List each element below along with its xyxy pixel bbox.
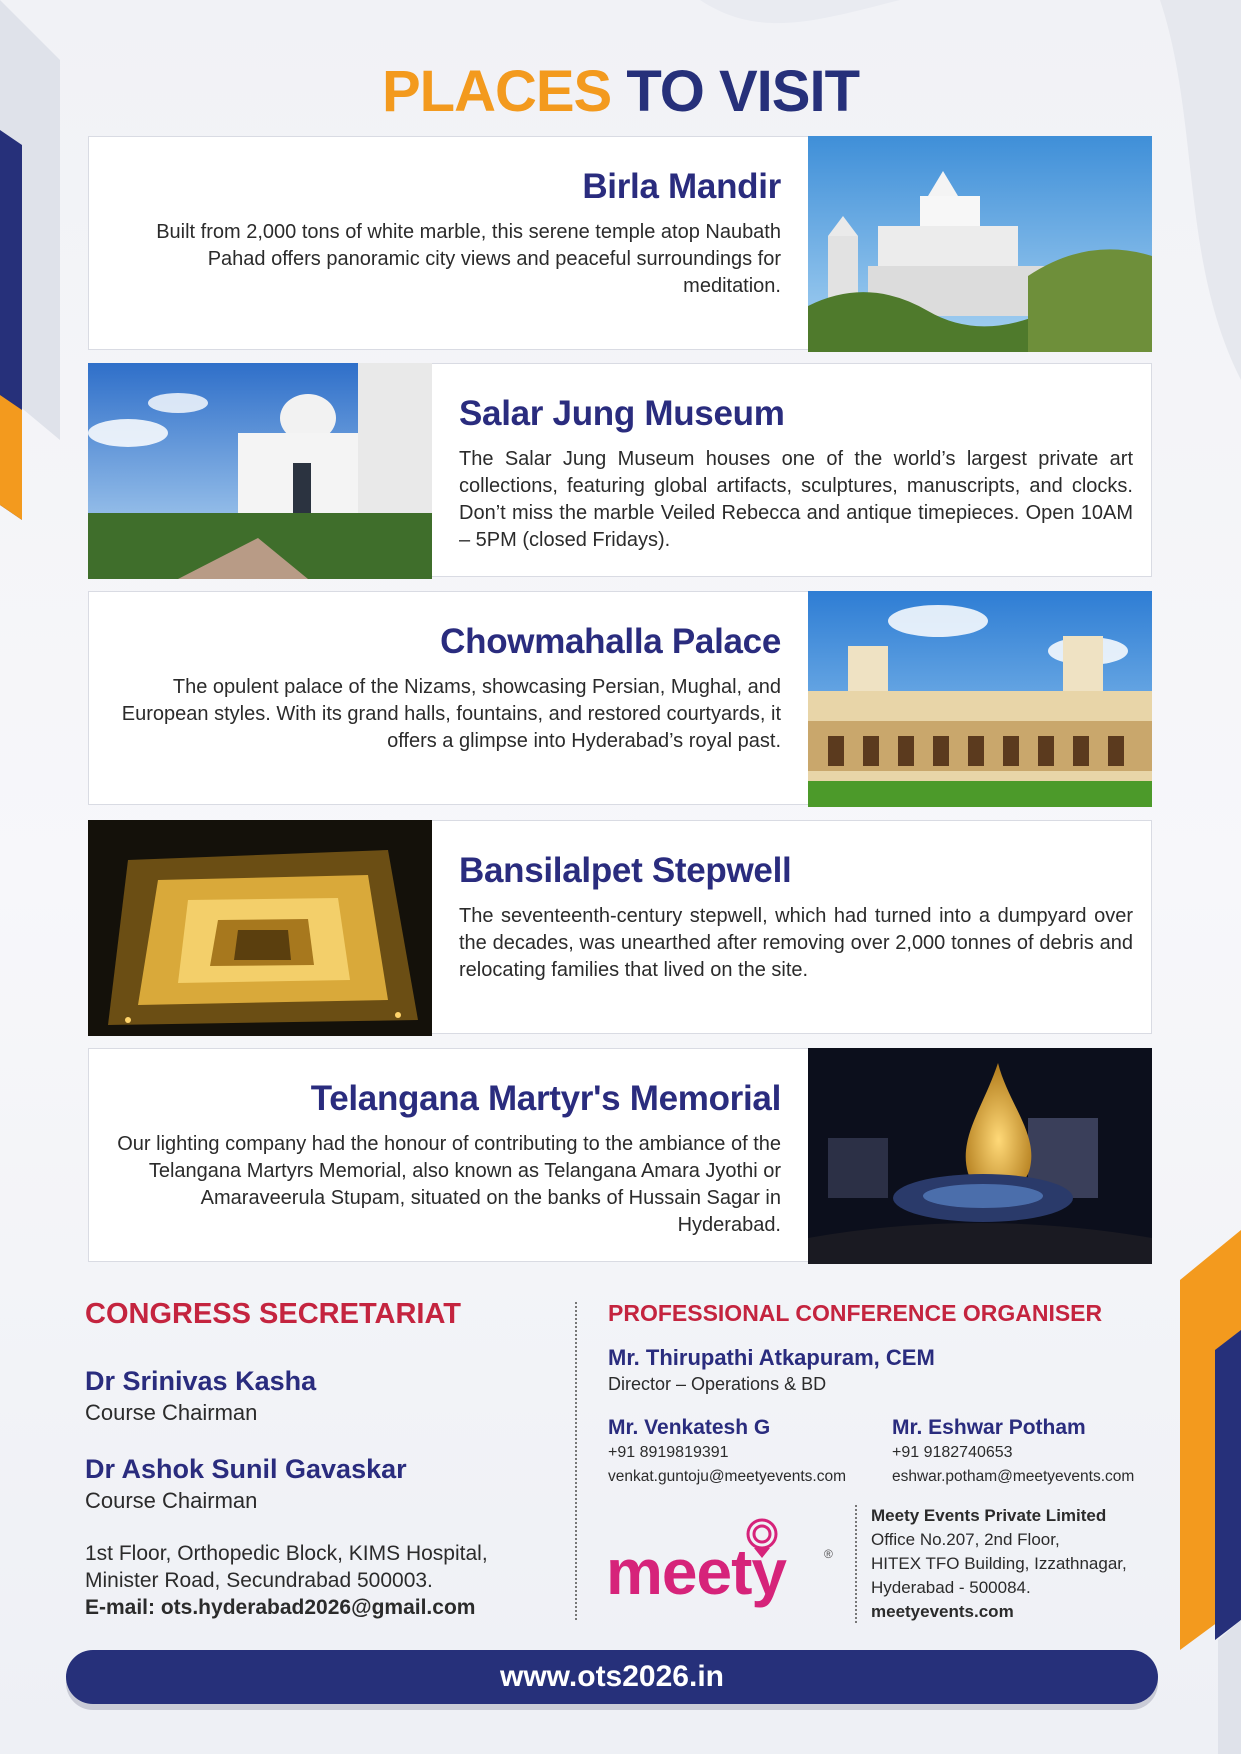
- title-part-orange: PLACES: [381, 59, 612, 124]
- chairman-name-1: Dr Srinivas Kasha: [85, 1366, 317, 1396]
- organiser-lead-name: Mr. Thirupathi Atkapuram, CEM: [608, 1345, 935, 1370]
- place-description: The Salar Jung Museum houses one of the world’s largest private art collections, featuring global artifacts, sculptures, manuscripts, and clocks. Don’t miss the marble Veiled Rebecca and antique timepieces. Open 10AM – 5PM (closed Fridays).: [459, 448, 1133, 551]
- secretariat-address-line2: Minister Road, Secundrabad 500003.: [85, 1569, 433, 1592]
- chairman-role-2: Course Chairman: [85, 1488, 258, 1513]
- place-card-telangana-martyrs-memorial: [88, 1048, 1152, 1262]
- place-name: Salar Jung Museum: [459, 394, 785, 433]
- meety-logo: [606, 1515, 836, 1615]
- organiser-lead-role: Director – Operations & BD: [608, 1374, 827, 1394]
- contact-name-2: Mr. Eshwar Potham: [892, 1416, 1086, 1439]
- organiser-heading: PROFESSIONAL CONFERENCE ORGANISER: [608, 1300, 1103, 1326]
- place-card-salar-jung-museum: [88, 363, 1152, 577]
- telangana-martyrs-memorial-photo: [808, 1048, 1152, 1264]
- place-description: Built from 2,000 tons of white marble, this serene temple atop Naubath Pahad offers panoramic city views and peaceful surroundings for meditation.: [156, 221, 781, 297]
- company-address-line2: HITEX TFO Building, Izzathnagar,: [871, 1554, 1127, 1573]
- place-card-chowmahalla-palace: [88, 591, 1152, 805]
- birla-mandir-photo: [808, 136, 1152, 352]
- section-divider: [575, 1302, 577, 1620]
- place-name: Birla Mandir: [582, 167, 781, 206]
- secretariat-address-line1: 1st Floor, Orthopedic Block, KIMS Hospital,: [85, 1542, 488, 1565]
- chairman-name-2: Dr Ashok Sunil Gavaskar: [85, 1454, 407, 1484]
- chairman-role-1: Course Chairman: [85, 1400, 258, 1425]
- congress-secretariat-heading: CONGRESS SECRETARIAT: [85, 1298, 461, 1330]
- contact-email-2[interactable]: eshwar.potham@meetyevents.com: [892, 1468, 1135, 1485]
- place-name: Bansilalpet Stepwell: [459, 851, 792, 890]
- place-description: Our lighting company had the honour of contributing to the ambiance of the Telangana Martyrs Memorial, also known as Telangana Amara Jyothi or Amaraveerula Stupam, situated on the banks of Hussain Sagar in Hyderabad.: [117, 1133, 781, 1236]
- bansilalpet-stepwell-photo: [88, 820, 432, 1036]
- registered-mark: ®: [824, 1547, 833, 1561]
- contact-phone-1[interactable]: +91 8919819391: [608, 1444, 729, 1461]
- contact-name-1: Mr. Venkatesh G: [608, 1416, 771, 1439]
- place-description: The seventeenth-century stepwell, which had turned into a dumpyard over the decades, was unearthed after removing over 2,000 tonnes of debris and relocating families that lived on the site.: [459, 905, 1133, 981]
- place-card-bansilalpet-stepwell: [88, 820, 1152, 1034]
- contact-phone-2[interactable]: +91 9182740653: [892, 1444, 1013, 1461]
- secretariat-email[interactable]: E-mail: ots.hyderabad2026@gmail.com: [85, 1596, 476, 1619]
- company-address-line3: Hyderabad - 500084.: [871, 1578, 1031, 1597]
- salar-jung-museum-photo: [88, 363, 432, 579]
- meety-logo-text: meety: [606, 1536, 786, 1608]
- place-card-birla-mandir: [88, 136, 1152, 350]
- company-website[interactable]: meetyevents.com: [871, 1602, 1014, 1621]
- title-part-navy: TO VISIT: [626, 59, 860, 124]
- footer-url-bar[interactable]: www.ots2026.in: [66, 1650, 1158, 1704]
- chowmahalla-palace-photo: [808, 591, 1152, 807]
- place-name: Chowmahalla Palace: [440, 622, 781, 661]
- logo-divider: [855, 1505, 857, 1623]
- place-name: Telangana Martyr's Memorial: [310, 1079, 781, 1118]
- contact-email-1[interactable]: venkat.guntoju@meetyevents.com: [608, 1468, 847, 1485]
- place-description: The opulent palace of the Nizams, showcasing Persian, Mughal, and European styles. With its grand halls, fountains, and restored courtyards, it offers a glimpse into Hyderabad’s royal past.: [121, 676, 781, 752]
- company-name: Meety Events Private Limited: [871, 1506, 1107, 1525]
- page-title: [0, 58, 1241, 125]
- company-address-line1: Office No.207, 2nd Floor,: [871, 1530, 1060, 1549]
